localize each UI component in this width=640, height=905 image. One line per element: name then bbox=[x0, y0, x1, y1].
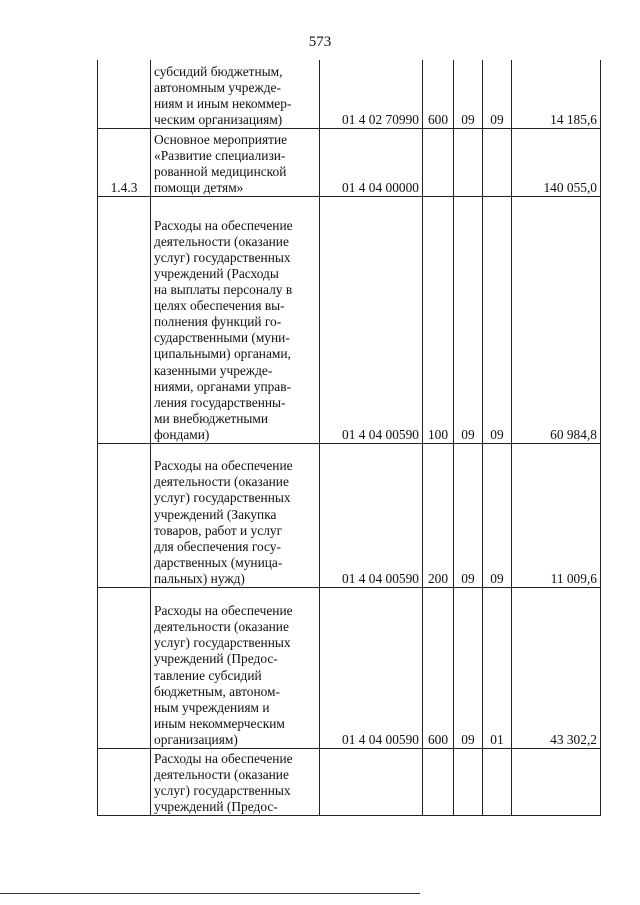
expense-type-code: 200 bbox=[423, 444, 454, 588]
page-number: 573 bbox=[308, 34, 332, 50]
subsection-code: 09 bbox=[483, 197, 512, 444]
table-row bbox=[98, 60, 601, 129]
amount: 60 984,8 bbox=[512, 197, 601, 444]
expense-type-code: 100 bbox=[423, 197, 454, 444]
expense-name-text: Расходы на обеспечение деятельности (оказание услуг) государственных учреждений (Предос- bbox=[154, 750, 293, 814]
subsection-code: 01 bbox=[483, 588, 512, 749]
expense-type-code: 600 bbox=[423, 588, 454, 749]
amount: 43 302,2 bbox=[512, 588, 601, 749]
expense-type-code bbox=[423, 129, 454, 197]
target-article-code: 01 4 04 00590 bbox=[320, 588, 423, 749]
section-code: 09 bbox=[454, 60, 483, 129]
row-number bbox=[98, 60, 151, 129]
table-row bbox=[98, 197, 601, 444]
section-code: 09 bbox=[454, 444, 483, 588]
expense-name-text: Основное мероприятие «Развитие специализи- рованной медицинской помощи детям» bbox=[154, 131, 288, 195]
amount: 14 185,6 bbox=[512, 60, 601, 129]
expense-name-text: Расходы на обеспечение деятельности (оказание услуг) государственных учреждений (Предос- тавление субсидий бюджетным, автоном- ным учреждениям и иным некоммерческим организациям) bbox=[154, 603, 293, 747]
subsection-code bbox=[483, 129, 512, 197]
subsection-code: 09 bbox=[483, 444, 512, 588]
row-number bbox=[98, 444, 151, 588]
expense-name-text: Расходы на обеспечение деятельности (оказание услуг) государственных учреждений (Расходы на выплаты персоналу в целях обеспечения вы- полнения функций го- сударственными (муни- ципальными) органами, казенными учрежде- ниями, органами управ- ления государственны- ми внебюджетными фондами) bbox=[154, 217, 293, 442]
expense-name-text: субсидий бюджетным, автономным учрежде- ниям и иным некоммер- ческим организациям) bbox=[154, 63, 292, 127]
target-article-code: 01 4 04 00590 bbox=[320, 444, 423, 588]
expense-type-code bbox=[423, 749, 454, 816]
expense-name bbox=[151, 60, 320, 129]
expense-name bbox=[151, 588, 320, 749]
section-code: 09 bbox=[454, 197, 483, 444]
subsection-code bbox=[483, 749, 512, 816]
row-number: 1.4.3 bbox=[98, 129, 151, 197]
target-article-code: 01 4 02 70990 bbox=[320, 60, 423, 129]
budget-table bbox=[97, 60, 601, 816]
expense-name-text: Расходы на обеспечение деятельности (оказание услуг) государственных учреждений (Закупка товаров, работ и услуг для обеспечения госу- дарственных (муница- пальных) нужд) bbox=[154, 458, 293, 586]
expense-name bbox=[151, 129, 320, 197]
expense-name bbox=[151, 749, 320, 816]
section-code bbox=[454, 129, 483, 197]
table-row bbox=[98, 444, 601, 588]
expense-type-code: 600 bbox=[423, 60, 454, 129]
expense-name bbox=[151, 197, 320, 444]
expense-name bbox=[151, 444, 320, 588]
section-code bbox=[454, 749, 483, 816]
section-code: 09 bbox=[454, 588, 483, 749]
amount: 140 055,0 bbox=[512, 129, 601, 197]
target-article-code: 01 4 04 00590 bbox=[320, 197, 423, 444]
target-article-code: 01 4 04 00000 bbox=[320, 129, 423, 197]
footer-rule bbox=[0, 893, 420, 894]
amount bbox=[512, 749, 601, 816]
target-article-code bbox=[320, 749, 423, 816]
subsection-code: 09 bbox=[483, 60, 512, 129]
row-number bbox=[98, 588, 151, 749]
table-row bbox=[98, 588, 601, 749]
row-number bbox=[98, 749, 151, 816]
table-row bbox=[98, 749, 601, 816]
row-number bbox=[98, 197, 151, 444]
table-row bbox=[98, 129, 601, 197]
amount: 11 009,6 bbox=[512, 444, 601, 588]
